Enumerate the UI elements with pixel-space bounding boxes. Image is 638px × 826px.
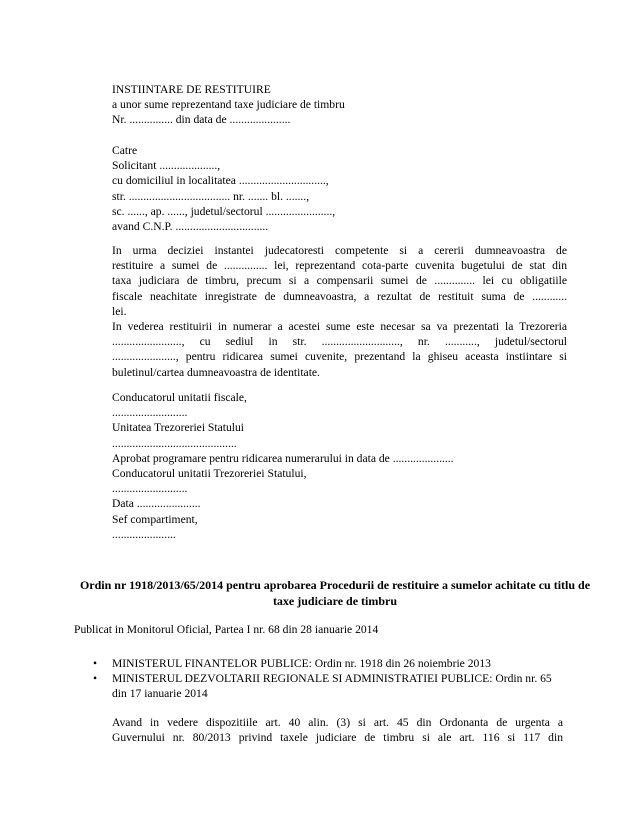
body-line: taxa judiciara de timbru, precum si a compensarii sumei de .............. lei cu obligatiile [112,274,567,288]
signature-line: Data ...................... [112,497,201,511]
list-item-text: MINISTERUL DEZVOLTARII REGIONALE SI ADMINISTRATIEI PUBLICE: Ordin nr. 65 din 17 ianuarie 2014 [112,672,552,701]
body-line: ........................, cu sediul in str. ..........................., nr. ..........., judetul/sectorul [112,335,567,349]
body-line: In vederea restituirii in numerar a acestei sume este necesar sa va prezentati la Trezoreria [112,320,567,334]
paragraph-line: Guvernului nr. 80/2013 privind taxele judiciare de timbru si ale art. 116 si 117 din [112,731,563,745]
signature-line: .......................... [112,482,188,496]
address-line: avand C.N.P. ................................ [112,220,269,234]
notice-body [112,243,567,380]
signature-line: .......................... [112,406,188,420]
paragraph-line: Avand in vedere dispozitiile art. 40 alin. (3) si art. 45 din Ordonanta de urgenta a [112,716,563,729]
body-line: restituire a sumei de ............... lei, reprezentand cota-parte cuvenita bugetului de stat din [112,259,567,273]
bullet-icon: • [93,672,98,686]
ministry-list [93,656,563,702]
address-line: cu domiciliul in localitatea .............................., [112,174,329,188]
notice-heading [112,82,567,128]
publication-info: Publicat in Monitorul Oficial, Partea I nr. 68 din 28 ianuarie 2014 [74,623,379,636]
signature-line: Unitatea Trezoreriei Statului [112,421,245,435]
notice-address [112,143,567,234]
signature-line: Sef compartiment, [112,512,198,526]
address-line: Solicitant ...................., [112,159,221,173]
address-line: str. ................................... nr. ....... bl. ......., [112,189,310,203]
bullet-icon: • [93,657,98,670]
signature-line: Conducatorul unitatii Trezoreriei Statului, [112,467,307,481]
signature-line: Conducatorul unitatii fiscale, [112,391,247,404]
signature-line: ........................................... [112,436,237,450]
ordin-paragraph [112,715,563,745]
address-line: Catre [112,144,138,157]
notice-title: INSTIINTARE DE RESTITUIRE [112,83,271,96]
body-line: fiscale neachitate inregistrate de dumneavoastra, a rezultat de restituit suma de ............ [112,289,567,303]
list-item-text: MINISTERUL FINANTELOR PUBLICE: Ordin nr. 1918 din 26 noiembrie 2013 [112,657,491,670]
address-line: sc. ......, ap. ......, judetul/sectorul ......................., [112,204,336,218]
signature-line: ...................... [112,527,176,541]
body-line: In urma deciziei instantei judecatoresti competente si a cererii dumneavoastra de [112,244,567,257]
body-line: lei. [112,304,127,318]
list-item [93,656,563,671]
list-item [93,671,563,701]
notice-signatures [112,390,567,542]
notice-subtitle: a unor sume reprezentand taxe judiciare de timbru [112,98,345,112]
notice-number: Nr. ............... din data de ..................... [112,113,291,127]
body-line: buletinul/cartea dumneavoastra de identitate. [112,365,320,379]
body-line: ......................, pentru ridicarea sumei cuvenite, prezentand la ghiseu aceasta instiintare si [112,350,567,364]
signature-line: Aprobat programare pentru ridicarea numerarului in data de ..................... [112,451,454,465]
ordin-title: Ordin nr 1918/2013/65/2014 pentru aprobarea Procedurii de restituire a sumelor achitate cu titlu de taxe judiciare de timbru [79,578,591,608]
